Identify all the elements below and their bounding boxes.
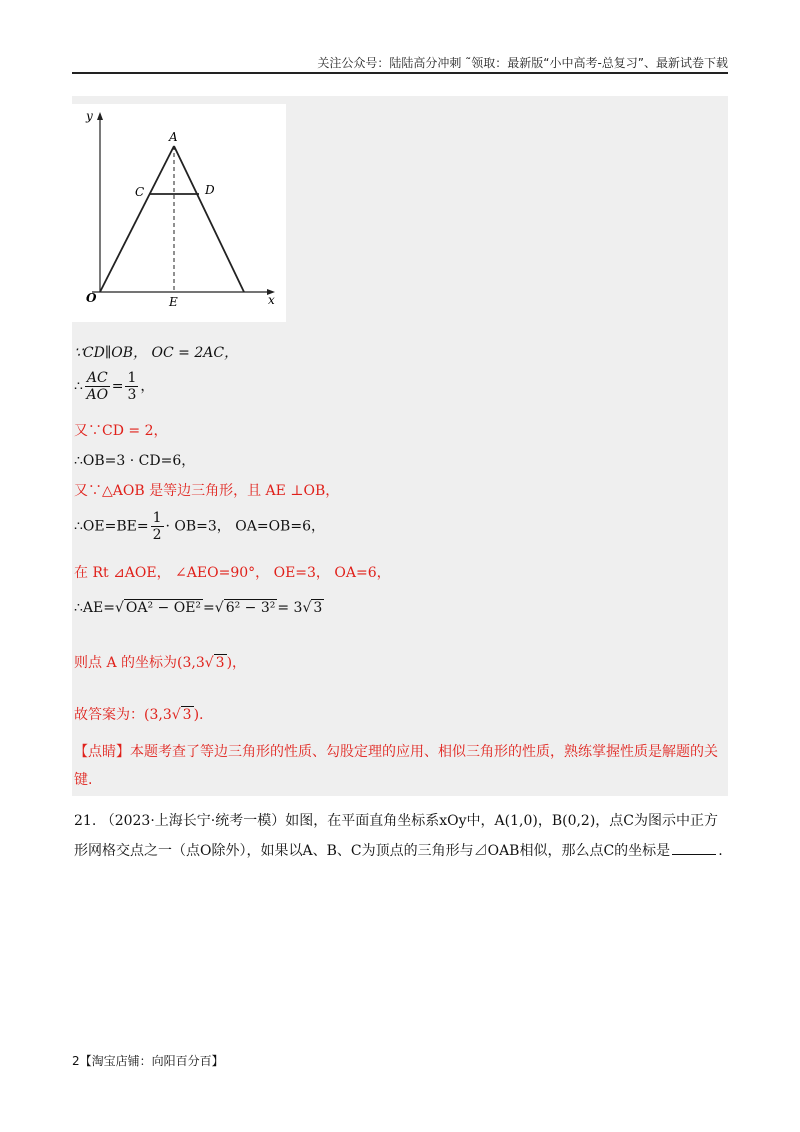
label-x: x [268, 293, 275, 307]
label-O: O [86, 291, 97, 305]
label-A: A [169, 130, 178, 144]
label-E: E [169, 295, 178, 309]
label-y: y [86, 109, 93, 123]
solution-line-2: ∴ $\frac{AC}{AO}$ = $\frac{1}{3}$ ， [74, 370, 155, 403]
solution-line-9: 则点 A 的坐标为(3,3√ 3 )， [74, 655, 247, 671]
label-C: C [135, 185, 145, 199]
solution-line-6: ∴OE=BE= $\frac{1}{2}$ · OB=3， OA=OB=6， [74, 510, 325, 543]
header-rule [72, 72, 728, 74]
solution-line-4: ∴OB=3 · CD=6， [74, 453, 196, 469]
question-21 [74, 806, 734, 866]
solution-line-10: 故答案为：(3,3√ 3 ). [74, 707, 204, 723]
answer-blank[interactable] [672, 842, 716, 855]
coordinate-diagram [72, 104, 286, 322]
solution-line-5: 又∵△AOB 是等边三角形，且 AE ⊥OB， [74, 483, 340, 499]
solution-line-7: 在 Rt ⊿AOE， ∠AEO=90°， OE=3， OA=6， [74, 565, 391, 581]
label-D: D [205, 183, 215, 197]
question-21-line-2: 形网格交点之一（点O除外），如果以A、B、C为顶点的三角形与⊿OAB相似，那么点C的坐标是 . [74, 843, 723, 859]
solution-line-1: ∵CD∥OB， OC = 2AC， [74, 345, 239, 361]
page-footer: 2【淘宝店铺：向阳百分百】 [72, 1054, 224, 1068]
question-21-line-1: 21. （2023·上海长宁·统考一模）如图，在平面直角坐标系xOy中，A(1,0)，B(0,2)，点C为图示中正方 [74, 813, 719, 829]
solution-line-3: 又∵CD = 2， [74, 423, 168, 439]
page-header: 关注公众号：陆陆高分冲刺 ˜领取：最新版“小中高考-总复习”、最新试卷下载 [317, 56, 728, 70]
solution-line-8: ∴AE=√ OA² − OE² =√ 6² − 3² = 3√ 3 [74, 600, 323, 616]
triangle-figure [72, 104, 286, 322]
key-point-note: 【点睛】本题考查了等边三角形的性质、勾股定理的应用、相似三角形的性质，熟练掌握性质是解题的关键. [74, 744, 718, 788]
